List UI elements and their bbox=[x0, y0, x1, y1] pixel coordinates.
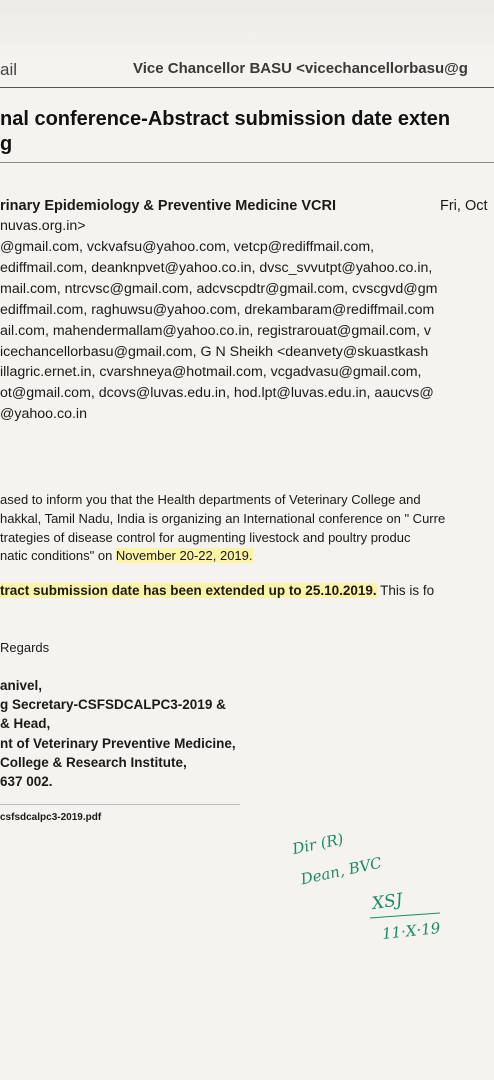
handwritten-note-line2: Dean, BVC bbox=[299, 853, 384, 889]
deadline-line bbox=[0, 583, 434, 598]
body-text: natic conditions" on bbox=[0, 548, 116, 563]
signature-line: 637 002. bbox=[0, 774, 53, 789]
handwritten-date: 11·X·19 bbox=[381, 918, 442, 944]
attachment-link[interactable]: csfsdcalpc3-2019.pdf bbox=[0, 812, 102, 823]
recipient-line: ot@gmail.com, dcovs@luvas.edu.in, hod.lpt@luvas.edu.in, aaucvs@ bbox=[0, 385, 434, 401]
recipient-line: ediffmail.com, deanknpvet@yahoo.co.in, dvsc_svvutpt@yahoo.co.in, bbox=[0, 260, 433, 276]
recipient-line: ediffmail.com, raghuwsu@yahoo.com, drekambaram@rediffmail.com bbox=[0, 302, 435, 318]
email-subject-line1: nal conference-Abstract submission date exten bbox=[0, 108, 451, 130]
body-text: This is fo bbox=[376, 583, 435, 598]
header-divider bbox=[0, 87, 494, 88]
body-line: ased to inform you that the Health departments of Veterinary College and bbox=[0, 492, 421, 507]
signature-line: nt of Veterinary Preventive Medicine, bbox=[0, 736, 236, 751]
signature-line: g Secretary-CSFSDCALPC3-2019 & bbox=[0, 697, 226, 712]
recipient-line: nuvas.org.in> bbox=[0, 218, 86, 234]
sender-name: rinary Epidemiology & Preventive Medicine VCRI bbox=[0, 198, 337, 214]
signature-line: anivel, bbox=[0, 678, 43, 693]
handwritten-initials: XSJ bbox=[370, 889, 404, 915]
regards: Regards bbox=[0, 640, 50, 655]
message-date: Fri, Oct bbox=[440, 198, 488, 214]
email-subject-line2: g bbox=[0, 133, 13, 155]
handwritten-note-line1: Dir (R) bbox=[290, 829, 346, 859]
gmail-logo-fragment: ail bbox=[0, 60, 18, 79]
account-recipient: Vice Chancellor BASU <vicechancellorbasu@g bbox=[133, 60, 468, 77]
recipient-line: icechancellorbasu@gmail.com, G N Sheikh <deanvety@skuastkash bbox=[0, 344, 429, 360]
recipient-line: @yahoo.co.in bbox=[0, 406, 87, 422]
body-line: hakkal, Tamil Nadu, India is organizing an International conference on " Curre bbox=[0, 511, 446, 526]
handwritten-underline bbox=[370, 913, 440, 919]
recipient-line: illagric.ernet.in, cvarshneya@hotmail.com, vcgadvasu@gmail.com, bbox=[0, 364, 422, 380]
recipient-line: ail.com, mahendermallam@yahoo.co.in, registrarouat@gmail.com, v bbox=[0, 323, 431, 339]
recipient-line: @gmail.com, vckvafsu@yahoo.com, vetcp@rediffmail.com, bbox=[0, 239, 375, 255]
recipient-line: mail.com, ntrcvsc@gmail.com, adcvscpdtr@gmail.com, cvscgvd@gm bbox=[0, 281, 438, 297]
subject-divider bbox=[0, 162, 494, 163]
attachment-divider bbox=[0, 804, 240, 805]
body-line bbox=[0, 548, 253, 563]
faded-background bbox=[0, 0, 494, 60]
conference-dates-highlight: November 20-22, 2019. bbox=[115, 548, 253, 563]
signature-line: College & Research Institute, bbox=[0, 755, 187, 770]
deadline-highlight: tract submission date has been extended up to 25.10.2019. bbox=[0, 583, 377, 598]
body-line: trategies of disease control for augmenting livestock and poultry produc bbox=[0, 530, 411, 545]
signature-line: & Head, bbox=[0, 716, 51, 731]
